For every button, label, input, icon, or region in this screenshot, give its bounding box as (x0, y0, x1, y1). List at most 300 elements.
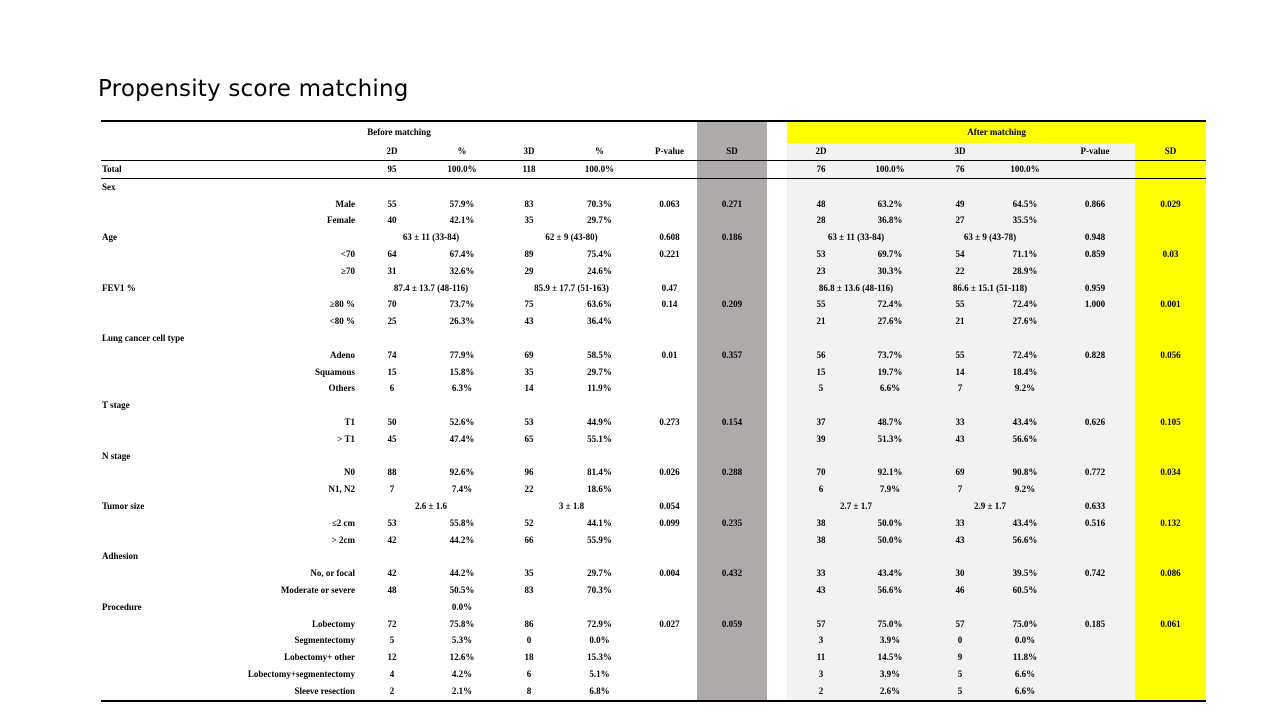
after-2d-percent: 100.0% (855, 161, 925, 179)
column-gap (767, 414, 787, 431)
table-row (101, 599, 1206, 616)
empty-cell (1055, 599, 1135, 616)
before-3d-count: 75 (524, 299, 534, 310)
after-pvalue: 0.626 (1055, 414, 1135, 431)
empty-cell (787, 548, 855, 565)
after-2d-percent: 36.8% (855, 212, 925, 229)
before-2d-count: 42 (387, 534, 397, 545)
after-sd-value (1135, 498, 1206, 515)
after-3d-percent: 100.0% (995, 161, 1055, 179)
after-3d-percent: 18.4% (995, 364, 1055, 381)
before-3d-percent: 29.7% (587, 366, 612, 377)
table-row (101, 229, 1206, 246)
empty-cell (642, 448, 697, 465)
before-2d-count: 95 (361, 161, 423, 179)
before-sd-cell (697, 330, 767, 347)
after-sd-cell (1135, 330, 1206, 347)
row-label: Others (328, 383, 355, 394)
before-pvalue (642, 532, 697, 549)
after-pvalue (1055, 632, 1135, 649)
after-sd-value (1135, 532, 1206, 549)
after-3d-count: 54 (925, 246, 995, 263)
row-label: N stage (102, 450, 131, 461)
after-2d-percent: 6.6% (855, 380, 925, 397)
column-gap (767, 380, 787, 397)
before-sd-value (697, 313, 767, 330)
table-row (101, 330, 1206, 347)
before-sd-value (697, 263, 767, 280)
after-2d-count: 37 (787, 414, 855, 431)
after-3d-percent: 90.8% (995, 464, 1055, 481)
after-2d-percent: 2.6% (855, 683, 925, 701)
after-3d-percent: 71.1% (995, 246, 1055, 263)
before-sd-cell (697, 599, 767, 616)
before-3d-percent: 0.0% (589, 635, 610, 646)
before-2d-count: 5 (389, 635, 395, 646)
after-pvalue (1055, 313, 1135, 330)
before-sd-value (697, 649, 767, 666)
table-row (101, 347, 1206, 364)
before-2d-count: 15 (387, 366, 397, 377)
table-row (101, 532, 1206, 549)
before-3d-count: 35 (524, 366, 534, 377)
before-3d-count: 6 (526, 668, 532, 679)
before-sd-value (697, 532, 767, 549)
before-2d-summary: 87.4 ± 13.7 (48-116) (393, 282, 469, 293)
table-row (101, 666, 1206, 683)
column-gap (767, 565, 787, 582)
after-3d-percent: 72.4% (995, 347, 1055, 364)
propensity-table (101, 120, 1206, 702)
after-2d-percent: 75.0% (855, 616, 925, 633)
table-row (101, 313, 1206, 330)
after-pvalue (1055, 161, 1135, 179)
row-label: ≤2 cm (331, 517, 355, 528)
column-gap (767, 498, 787, 515)
before-sd-value: 0.432 (697, 565, 767, 582)
row-label: FEV1 % (102, 282, 136, 293)
after-sd-cell (1135, 548, 1206, 565)
before-sd-value (697, 431, 767, 448)
after-2d-count: 76 (787, 161, 855, 179)
table-row (101, 178, 1206, 195)
before-2d-count: 7 (389, 484, 395, 495)
empty-cell (423, 178, 501, 195)
empty-cell (557, 397, 642, 414)
row-label: Squamous (314, 366, 355, 377)
after-3d-count: 14 (925, 364, 995, 381)
before-sd-value (697, 364, 767, 381)
empty-cell (1055, 330, 1135, 347)
after-3d-summary: 63 ± 9 (43-78) (925, 229, 1055, 246)
before-2d-percent: 15.8% (449, 366, 475, 377)
table-row (101, 565, 1206, 582)
after-2d-percent: 7.9% (855, 481, 925, 498)
empty-cell (1055, 397, 1135, 414)
after-sd-cell (1135, 178, 1206, 195)
empty-cell (501, 599, 557, 616)
row-label: Sleeve resection (101, 683, 361, 701)
empty-cell (501, 178, 557, 195)
before-sd-value (697, 498, 767, 515)
empty-cell (925, 330, 995, 347)
after-3d-header: 3D (925, 143, 995, 161)
empty-cell (925, 178, 995, 195)
before-pvalue (642, 263, 697, 280)
after-sd-value: 0.056 (1135, 347, 1206, 364)
row-label: Male (335, 198, 355, 209)
empty-cell (642, 330, 697, 347)
before-3d-count: 89 (524, 248, 534, 259)
before-2d-count: 64 (387, 248, 397, 259)
column-gap (767, 178, 787, 195)
before-3d-count: 14 (524, 383, 534, 394)
after-sd-value (1135, 649, 1206, 666)
after-2d-percent: 43.4% (855, 565, 925, 582)
before-3d-count: 43 (524, 316, 534, 327)
before-pvalue: 0.063 (659, 198, 680, 209)
empty-cell (361, 599, 423, 616)
before-pvalue (642, 632, 697, 649)
table-row (101, 364, 1206, 381)
after-3d-percent: 60.5% (995, 582, 1055, 599)
column-gap (767, 347, 787, 364)
before-sd-cell (697, 548, 767, 565)
after-3d-count: 49 (925, 196, 995, 213)
before-2d-count: 45 (387, 433, 397, 444)
after-3d-count: 55 (925, 347, 995, 364)
before-3d-percent: 18.6% (587, 484, 612, 495)
empty-cell (501, 548, 557, 565)
before-3d-count: 66 (524, 534, 534, 545)
after-3d-percent: 28.9% (995, 263, 1055, 280)
before-3d-count: 35 (524, 568, 534, 579)
empty-cell (501, 330, 557, 347)
column-gap (767, 143, 787, 161)
after-3d-percent: 72.4% (995, 296, 1055, 313)
before-sd-cell (697, 178, 767, 195)
after-2d-summary: 63 ± 11 (33-84) (787, 229, 925, 246)
after-sd-value (1135, 161, 1206, 179)
after-3d-percent: 0.0% (995, 632, 1055, 649)
before-2d-count: 40 (387, 215, 397, 226)
after-2d-count: 23 (787, 263, 855, 280)
after-3d-percent: 75.0% (995, 616, 1055, 633)
column-gap (767, 448, 787, 465)
empty-cell (361, 448, 423, 465)
row-label: > 2cm (331, 534, 355, 545)
before-pvalue (642, 666, 697, 683)
empty-cell (855, 330, 925, 347)
empty-cell (361, 397, 423, 414)
before-3d-header: 3D (501, 143, 557, 161)
before-2d-percent: 26.3% (449, 316, 475, 327)
after-2d-summary: 2.7 ± 1.7 (787, 498, 925, 515)
after-3d-percent-header (995, 143, 1055, 161)
after-pvalue-header: P-value (1055, 143, 1135, 161)
row-label: Lung cancer cell type (102, 332, 185, 343)
table-row (101, 246, 1206, 263)
column-gap (767, 649, 787, 666)
after-3d-percent: 9.2% (995, 481, 1055, 498)
before-3d-count: 96 (524, 467, 534, 478)
after-sd-cell (1135, 448, 1206, 465)
before-sd-value (697, 632, 767, 649)
row-label: Age (102, 232, 117, 243)
after-2d-count: 21 (787, 313, 855, 330)
after-3d-percent: 6.6% (995, 683, 1055, 701)
after-sd-value (1135, 280, 1206, 297)
after-sd-value: 0.029 (1135, 196, 1206, 213)
before-3d-percent: 100.0% (557, 161, 642, 179)
before-sd-cell (697, 397, 767, 414)
after-2d-percent: 50.0% (855, 532, 925, 549)
before-2d-count: 6 (389, 383, 395, 394)
after-pvalue (1055, 481, 1135, 498)
before-3d-percent: 63.6% (587, 299, 612, 310)
after-3d-percent: 56.6% (995, 532, 1055, 549)
after-sd-value (1135, 683, 1206, 701)
before-2d-summary: 63 ± 11 (33-84) (402, 232, 460, 243)
after-3d-count: 57 (925, 616, 995, 633)
empty-cell (642, 548, 697, 565)
before-2d-percent: 2.1% (423, 683, 501, 701)
column-gap (767, 161, 787, 179)
empty-cell (995, 548, 1055, 565)
before-sd-value: 0.209 (697, 296, 767, 313)
column-gap (767, 196, 787, 213)
after-2d-percent: 56.6% (855, 582, 925, 599)
before-pvalue: 0.026 (659, 467, 680, 478)
before-2d-percent: 7.4% (451, 484, 473, 495)
after-pvalue: 1.000 (1055, 296, 1135, 313)
page-title: Propensity score matching (98, 76, 409, 102)
before-pvalue (642, 380, 697, 397)
after-3d-percent: 64.5% (995, 196, 1055, 213)
after-pvalue (1055, 263, 1135, 280)
before-sd-value: 0.186 (697, 229, 767, 246)
after-2d-count: 48 (787, 196, 855, 213)
after-2d-percent: 3.9% (855, 632, 925, 649)
after-3d-percent: 43.4% (995, 414, 1055, 431)
empty-cell (787, 178, 855, 195)
after-3d-percent: 9.2% (995, 380, 1055, 397)
before-3d-count: 8 (501, 683, 557, 701)
after-pvalue (1055, 431, 1135, 448)
before-sd-value: 0.271 (697, 196, 767, 213)
before-2d-percent: 0.0% (451, 601, 473, 612)
before-2d-count: 70 (387, 299, 397, 310)
before-pvalue (642, 212, 697, 229)
table-row (101, 263, 1206, 280)
after-sd-value: 0.03 (1135, 246, 1206, 263)
after-sd-value (1135, 431, 1206, 448)
after-pvalue: 0.633 (1055, 498, 1135, 515)
after-2d-percent: 19.7% (855, 364, 925, 381)
after-3d-percent: 35.5% (995, 212, 1055, 229)
table-row (101, 515, 1206, 532)
empty-cell (855, 448, 925, 465)
row-label: T stage (102, 400, 130, 411)
row-label: N1, N2 (328, 484, 355, 495)
before-2d-percent: 12.6% (449, 652, 475, 663)
before-pvalue (642, 649, 697, 666)
after-2d-percent: 14.5% (855, 649, 925, 666)
empty-cell (642, 599, 697, 616)
before-3d-percent: 58.5% (587, 349, 612, 360)
column-gap (767, 532, 787, 549)
after-sd-cell (1135, 397, 1206, 414)
column-gap (767, 632, 787, 649)
after-2d-percent-header (855, 143, 925, 161)
column-gap (767, 666, 787, 683)
after-3d-count: 27 (925, 212, 995, 229)
table-row (101, 464, 1206, 481)
empty-cell (995, 448, 1055, 465)
after-2d-percent: 48.7% (855, 414, 925, 431)
after-pvalue: 0.859 (1055, 246, 1135, 263)
after-2d-count: 5 (787, 380, 855, 397)
before-2d-count: 50 (387, 416, 397, 427)
empty-cell (1055, 448, 1135, 465)
after-3d-count: 21 (925, 313, 995, 330)
before-3d-percent: 29.7% (587, 215, 612, 226)
before-3d-percent: 6.8% (557, 683, 642, 701)
before-3d-percent: 44.9% (587, 416, 612, 427)
column-gap (767, 548, 787, 565)
before-3d-summary: 3 ± 1.8 (558, 500, 585, 511)
before-pvalue: 0.14 (661, 299, 678, 310)
before-2d-percent: 67.4% (449, 248, 475, 259)
after-sd-value (1135, 263, 1206, 280)
after-2d-count: 55 (787, 296, 855, 313)
before-3d-percent: 75.4% (587, 248, 612, 259)
before-pvalue: 0.01 (661, 349, 678, 360)
after-2d-count: 39 (787, 431, 855, 448)
before-3d-percent: 81.4% (587, 467, 612, 478)
after-2d-count: 70 (787, 464, 855, 481)
table-row (101, 380, 1206, 397)
before-2d-percent: 50.5% (449, 584, 475, 595)
column-gap (767, 515, 787, 532)
after-3d-count: 5 (925, 666, 995, 683)
after-3d-count: 43 (925, 532, 995, 549)
after-3d-count: 46 (925, 582, 995, 599)
after-2d-count: 3 (787, 666, 855, 683)
before-pvalue: 0.221 (659, 248, 680, 259)
before-sd-header: SD (697, 143, 767, 161)
after-2d-percent: 27.6% (855, 313, 925, 330)
table-row (101, 481, 1206, 498)
before-sd-value (697, 683, 767, 701)
after-sd-value (1135, 666, 1206, 683)
after-2d-percent: 63.2% (855, 196, 925, 213)
before-2d-percent: 73.7% (449, 299, 475, 310)
after-sd-value (1135, 313, 1206, 330)
empty-cell (557, 178, 642, 195)
empty-cell (642, 178, 697, 195)
before-2d-percent-header: % (423, 143, 501, 161)
after-2d-count: 28 (787, 212, 855, 229)
before-2d-percent: 47.4% (449, 433, 475, 444)
before-3d-count: 53 (524, 416, 534, 427)
after-2d-count: 6 (787, 481, 855, 498)
before-3d-count: 22 (524, 484, 534, 495)
after-2d-percent: 73.7% (855, 347, 925, 364)
after-2d-percent: 30.3% (855, 263, 925, 280)
after-pvalue: 0.185 (1055, 616, 1135, 633)
row-label: No, or focal (310, 568, 355, 579)
row-label: Segmentectomy (294, 635, 355, 646)
after-pvalue (1055, 649, 1135, 666)
before-2d-percent: 55.8% (449, 517, 475, 528)
before-3d-count: 52 (524, 517, 534, 528)
after-3d-count: 43 (925, 431, 995, 448)
row-label: Tumor size (102, 500, 145, 511)
empty-cell (557, 330, 642, 347)
before-2d-count: 42 (387, 568, 397, 579)
before-pvalue (642, 161, 697, 179)
before-sd-value (697, 380, 767, 397)
before-sd-value: 0.357 (697, 347, 767, 364)
after-2d-count: 33 (787, 565, 855, 582)
after-pvalue: 0.516 (1055, 515, 1135, 532)
after-3d-count: 33 (925, 515, 995, 532)
table-row (101, 632, 1206, 649)
before-3d-percent: 55.1% (587, 433, 612, 444)
after-3d-percent: 6.6% (995, 666, 1055, 683)
after-sd-value (1135, 582, 1206, 599)
before-2d-header: 2D (361, 143, 423, 161)
after-3d-percent: 27.6% (995, 313, 1055, 330)
after-2d-count: 2 (787, 683, 855, 701)
empty-cell (787, 397, 855, 414)
empty-cell (995, 599, 1055, 616)
before-2d-percent: 6.3% (451, 383, 473, 394)
before-sd-value: 0.288 (697, 464, 767, 481)
after-sd-value (1135, 229, 1206, 246)
empty-cell (423, 448, 501, 465)
after-3d-percent: 39.5% (995, 565, 1055, 582)
after-2d-percent: 92.1% (855, 464, 925, 481)
after-3d-count: 33 (925, 414, 995, 431)
before-sd-value (697, 246, 767, 263)
before-2d-percent: 57.9% (449, 198, 475, 209)
after-3d-percent: 56.6% (995, 431, 1055, 448)
after-sd-value (1135, 364, 1206, 381)
before-2d-percent: 44.2% (449, 534, 475, 545)
after-pvalue: 0.828 (1055, 347, 1135, 364)
empty-cell (557, 448, 642, 465)
empty-cell (787, 448, 855, 465)
after-sd-value (1135, 632, 1206, 649)
row-label: ≥70 (341, 265, 355, 276)
row-label: Lobectomy (312, 618, 355, 629)
table-row (101, 498, 1206, 515)
empty-cell (642, 397, 697, 414)
row-label: > T1 (337, 433, 355, 444)
before-2d-count: 25 (387, 316, 397, 327)
before-3d-percent: 29.7% (587, 568, 612, 579)
empty-cell (995, 178, 1055, 195)
before-3d-summary: 62 ± 9 (43-80) (545, 232, 598, 243)
before-3d-count: 65 (524, 433, 534, 444)
before-3d-count: 83 (524, 198, 534, 209)
table-row (101, 683, 1206, 701)
after-2d-summary: 86.8 ± 13.6 (48-116) (787, 280, 925, 297)
before-sd-value: 0.059 (697, 616, 767, 633)
after-2d-header: 2D (787, 143, 855, 161)
